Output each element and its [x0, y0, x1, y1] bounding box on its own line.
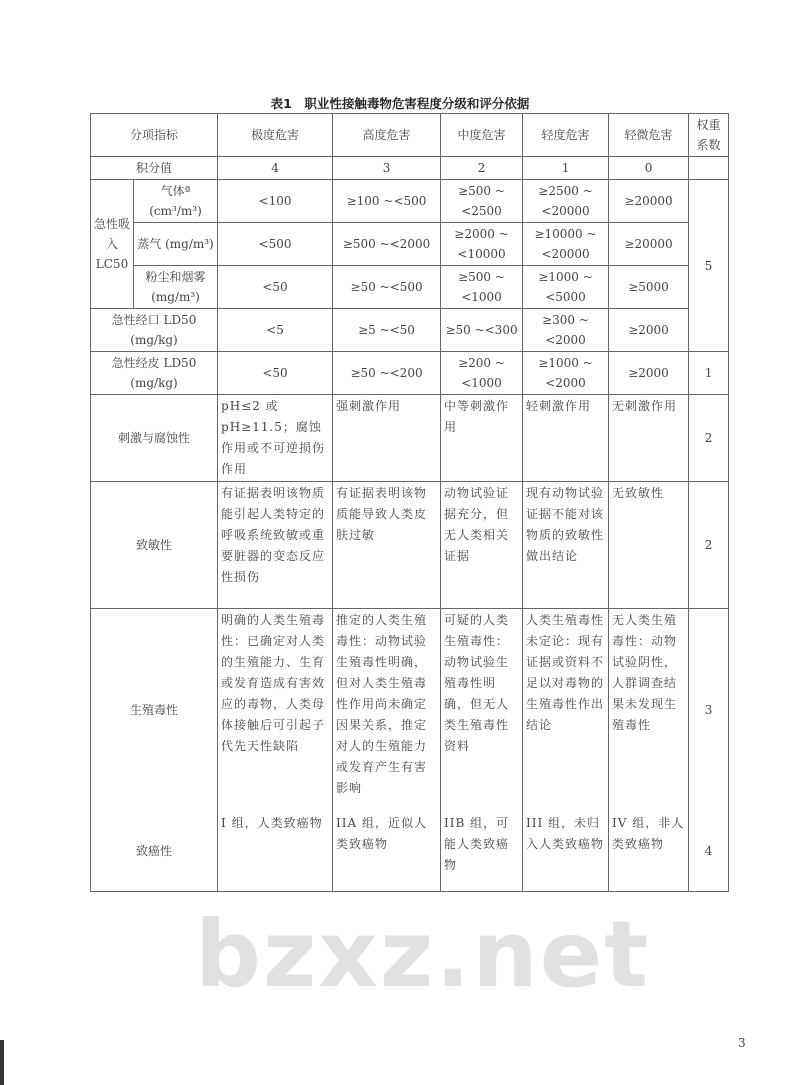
row-label: 急性经口 LD50 (mg/kg) — [91, 309, 218, 352]
header-slight: 轻微危害 — [609, 114, 689, 157]
weight-cell: 5 — [689, 180, 729, 352]
oral-row — [91, 309, 729, 352]
cell: <500 — [218, 223, 333, 266]
cell: 0 — [609, 157, 689, 180]
cell: III 组，未归入人类致癌物 — [523, 812, 609, 892]
cell: ≥100 ~<500 — [333, 180, 441, 223]
cell: 2 — [441, 157, 523, 180]
cell: 有证据表明该物质能引起人类特定的呼吸系统致敏或重要脏器的变态反应性损伤 — [218, 482, 333, 609]
cell: 可疑的人类生殖毒性：动物试验生殖毒性明确，但无人类生殖毒性资料 — [441, 609, 523, 812]
cell: ≥20000 — [609, 223, 689, 266]
gas-row — [91, 180, 729, 223]
cell: IIB 组，可能人类致癌物 — [441, 812, 523, 892]
watermark: bzxz.net — [195, 901, 651, 1008]
scan-edge-mark — [0, 1040, 4, 1085]
cell: 无人类生殖毒性：动物试验阴性，人群调查结果未发现生殖毒性 — [609, 609, 689, 812]
cell: 现有动物试验证据不能对该物质的致敏性做出结论 — [523, 482, 609, 609]
row-label: 生殖毒性 — [91, 609, 218, 812]
header-light: 轻度危害 — [523, 114, 609, 157]
carcinogenicity-row — [91, 812, 729, 892]
cell: ≥20000 — [609, 180, 689, 223]
row-label: 粉尘和烟雾 (mg/m³) — [134, 266, 218, 309]
cell: ≥10000 ~<20000 — [523, 223, 609, 266]
cell: pH≤2 或 pH≥11.5；腐蚀作用或不可逆损伤作用 — [218, 395, 333, 482]
cell: 有证据表明该物质能导致人类皮肤过敏 — [333, 482, 441, 609]
cell: ≥5000 — [609, 266, 689, 309]
cell: ≥5 ~<50 — [333, 309, 441, 352]
cell: ≥2000 — [609, 352, 689, 395]
row-label: 致敏性 — [91, 482, 218, 609]
cell: 动物试验证据充分，但无人类相关证据 — [441, 482, 523, 609]
cell: ≥50 ~<300 — [441, 309, 523, 352]
dermal-row — [91, 352, 729, 395]
cell: 无刺激作用 — [609, 395, 689, 482]
row-label: 积分值 — [91, 157, 218, 180]
cell: <50 — [218, 352, 333, 395]
row-label: 急性经皮 LD50 (mg/kg) — [91, 352, 218, 395]
cell: ≥1000 ~<2000 — [523, 352, 609, 395]
cell: 3 — [333, 157, 441, 180]
cell: 4 — [218, 157, 333, 180]
row-label: 蒸气 (mg/m³) — [134, 223, 218, 266]
cell: <50 — [218, 266, 333, 309]
row-label: 刺激与腐蚀性 — [91, 395, 218, 482]
cell: ≥2000 ~<10000 — [441, 223, 523, 266]
cell: <100 — [218, 180, 333, 223]
header-weight: 权重系数 — [689, 114, 729, 157]
cell: I 组，人类致癌物 — [218, 812, 333, 892]
sensitization-row — [91, 482, 729, 609]
cell: ≥500 ~<1000 — [441, 266, 523, 309]
cell: 中等刺激作用 — [441, 395, 523, 482]
cell: <5 — [218, 309, 333, 352]
cell: ≥2500 ~<20000 — [523, 180, 609, 223]
vapor-row — [91, 223, 729, 266]
header-medium: 中度危害 — [441, 114, 523, 157]
cell: IV 组，非人类致癌物 — [609, 812, 689, 892]
dust-row — [91, 266, 729, 309]
cell: ≥1000 ~<5000 — [523, 266, 609, 309]
cell — [689, 157, 729, 180]
header-indicator: 分项指标 — [91, 114, 218, 157]
header-extreme: 极度危害 — [218, 114, 333, 157]
reproductive-row — [91, 609, 729, 812]
header-row — [91, 114, 729, 157]
cell: ≥2000 — [609, 309, 689, 352]
header-high: 高度危害 — [333, 114, 441, 157]
weight-cell: 2 — [689, 482, 729, 609]
cell: 强刺激作用 — [333, 395, 441, 482]
cell: ≥500 ~<2500 — [441, 180, 523, 223]
cell: 推定的人类生殖毒性：动物试验生殖毒性明确，但对人类生殖毒性作用尚未确定因果关系，推定对人的生殖能力或发育产生有害影响 — [333, 609, 441, 812]
cell: ≥500 ~<2000 — [333, 223, 441, 266]
score-row — [91, 157, 729, 180]
cell: ≥50 ~<500 — [333, 266, 441, 309]
weight-cell: 4 — [689, 812, 729, 892]
cell: 人类生殖毒性未定论：现有证据或资料不足以对毒物的生殖毒性作出结论 — [523, 609, 609, 812]
cell: 无致敏性 — [609, 482, 689, 609]
cell: ≥200 ~<1000 — [441, 352, 523, 395]
cell: 明确的人类生殖毒性：已确定对人类的生殖能力、生育或发育造成有害效应的毒物，人类母体接触后可引起子代先天性缺陷 — [218, 609, 333, 812]
weight-cell: 2 — [689, 395, 729, 482]
weight-cell: 1 — [689, 352, 729, 395]
page-number: 3 — [738, 1036, 746, 1050]
weight-cell: 3 — [689, 609, 729, 812]
table-title: 表1 职业性接触毒物危害程度分级和评分依据 — [270, 96, 530, 111]
cell: ≥300 ~<2000 — [523, 309, 609, 352]
row-label: 急性吸入 LC50 — [91, 180, 134, 309]
row-label: 致癌性 — [91, 812, 218, 892]
cell: 1 — [523, 157, 609, 180]
cell: 轻刺激作用 — [523, 395, 609, 482]
hazard-classification-table — [90, 113, 729, 892]
cell: ≥50 ~<200 — [333, 352, 441, 395]
irritation-row — [91, 395, 729, 482]
row-label: 气体ª (cm³/m³) — [134, 180, 218, 223]
cell: IIA 组，近似人类致癌物 — [333, 812, 441, 892]
